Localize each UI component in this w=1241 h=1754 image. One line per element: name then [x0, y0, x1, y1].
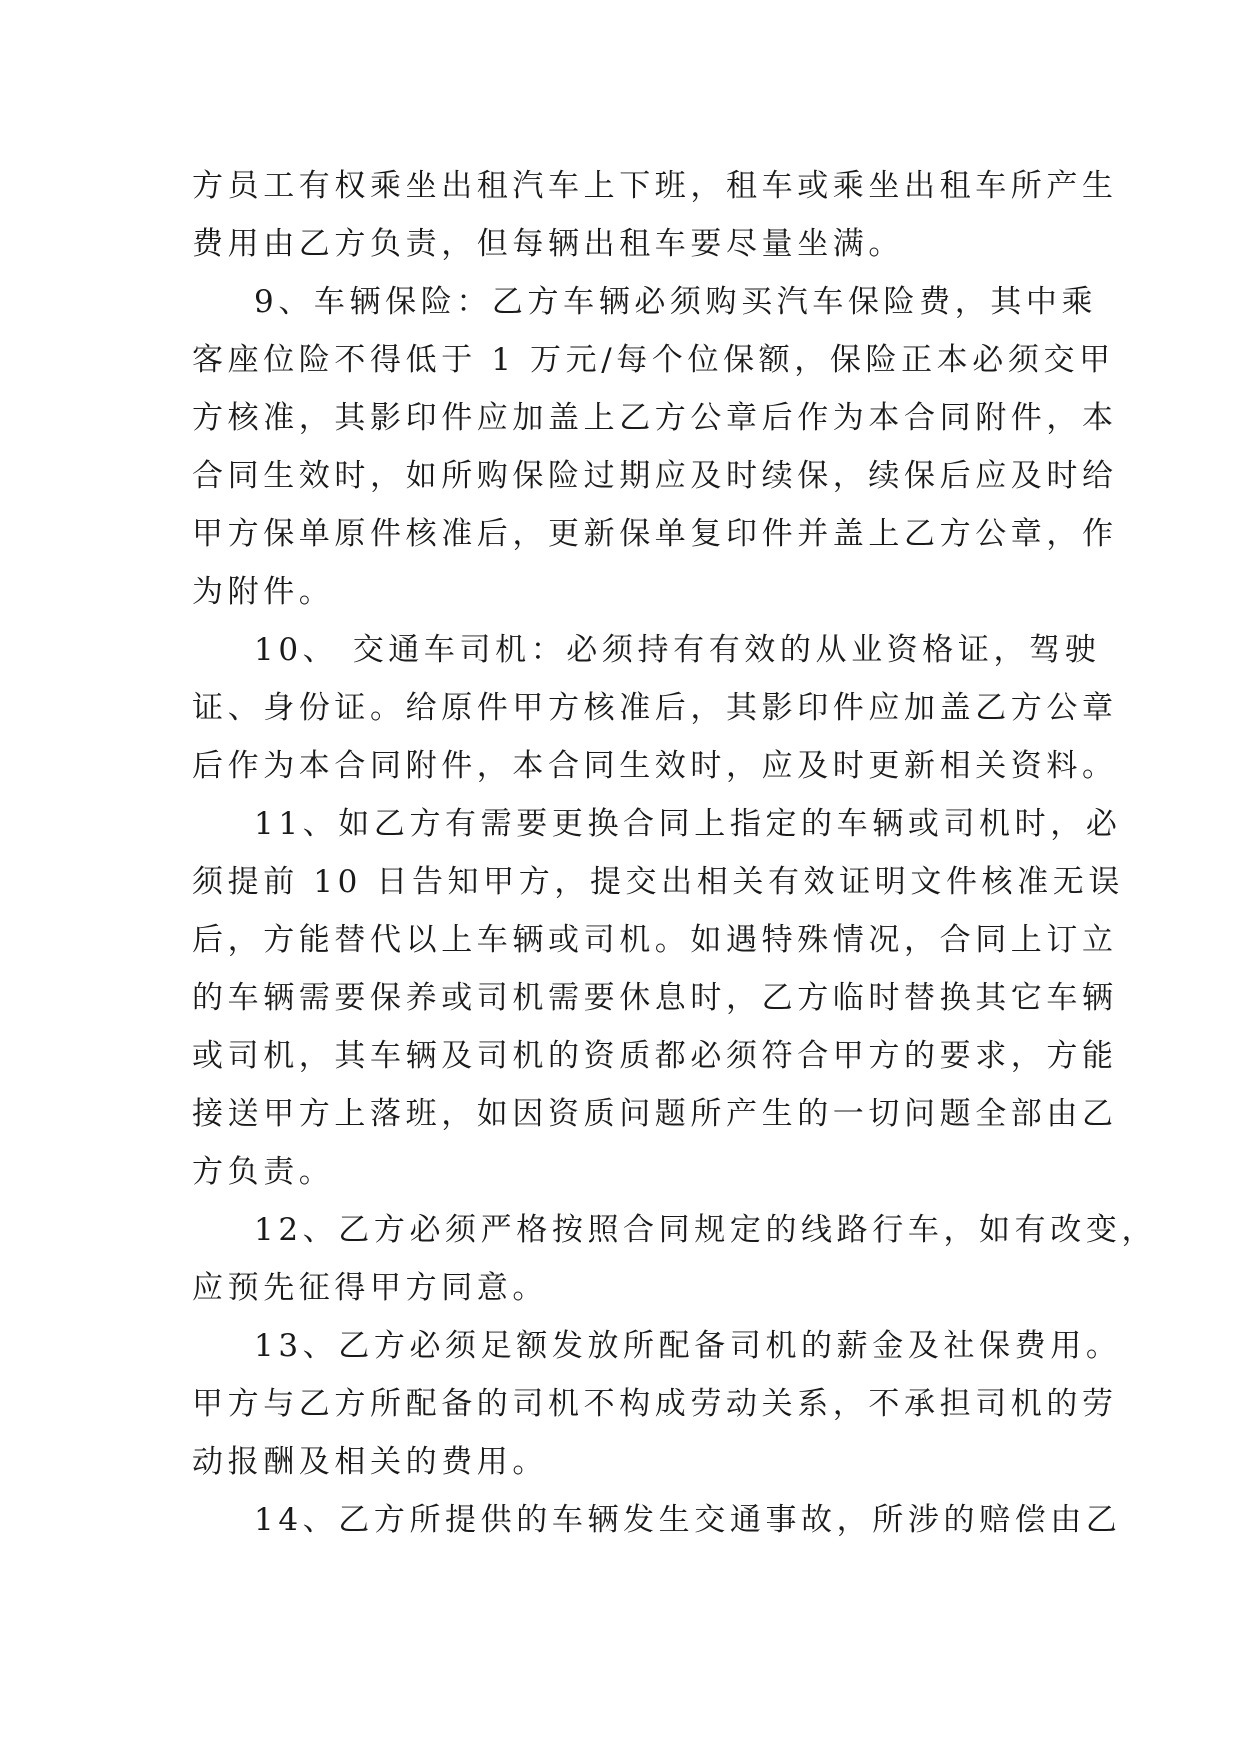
text-line: 动报酬及相关的费用。	[192, 1444, 548, 1480]
paragraph-9-start: 9、车辆保险：乙方车辆必须购买汽车保险费，其中乘	[254, 284, 1098, 320]
text-line: 合同生效时，如所购保险过期应及时续保，续保后应及时给	[192, 458, 1118, 494]
text-line: 甲方与乙方所配备的司机不构成劳动关系，不承担司机的劳	[192, 1386, 1118, 1422]
text-line: 应预先征得甲方同意。	[192, 1270, 548, 1306]
text-line: 接送甲方上落班，如因资质问题所产生的一切问题全部由乙	[192, 1096, 1118, 1132]
paragraph-14-start: 14、乙方所提供的车辆发生交通事故，所涉的赔偿由乙	[254, 1502, 1122, 1538]
paragraph-12-start: 12、乙方必须严格按照合同规定的线路行车，如有改变，	[254, 1212, 1158, 1248]
text-line: 甲方保单原件核准后，更新保单复印件并盖上乙方公章，作	[192, 516, 1118, 552]
paragraph-10-start: 10、 交通车司机：必须持有有效的从业资格证，驾驶	[254, 632, 1101, 668]
text-line: 方员工有权乘坐出租汽车上下班，租车或乘坐出租车所产生	[192, 168, 1118, 204]
text-line: 或司机，其车辆及司机的资质都必须符合甲方的要求，方能	[192, 1038, 1118, 1074]
paragraph-13-start: 13、乙方必须足额发放所配备司机的薪金及社保费用。	[254, 1328, 1122, 1364]
text-line: 客座位险不得低于 1 万元/每个位保额，保险正本必须交甲	[192, 342, 1115, 378]
text-line: 的车辆需要保养或司机需要休息时，乙方临时替换其它车辆	[192, 980, 1118, 1016]
text-line: 为附件。	[192, 574, 335, 610]
text-line: 后，方能替代以上车辆或司机。如遇特殊情况，合同上订立	[192, 922, 1118, 958]
paragraph-11-start: 11、如乙方有需要更换合同上指定的车辆或司机时，必	[254, 806, 1122, 842]
text-line: 费用由乙方负责，但每辆出租车要尽量坐满。	[192, 226, 904, 262]
text-line: 须提前 10 日告知甲方，提交出相关有效证明文件核准无误	[192, 864, 1124, 900]
text-line: 证、身份证。给原件甲方核准后，其影印件应加盖乙方公章	[192, 690, 1118, 726]
text-line: 方负责。	[192, 1154, 335, 1190]
text-line: 方核准，其影印件应加盖上乙方公章后作为本合同附件，本	[192, 400, 1118, 436]
text-line: 后作为本合同附件，本合同生效时，应及时更新相关资料。	[192, 748, 1118, 784]
